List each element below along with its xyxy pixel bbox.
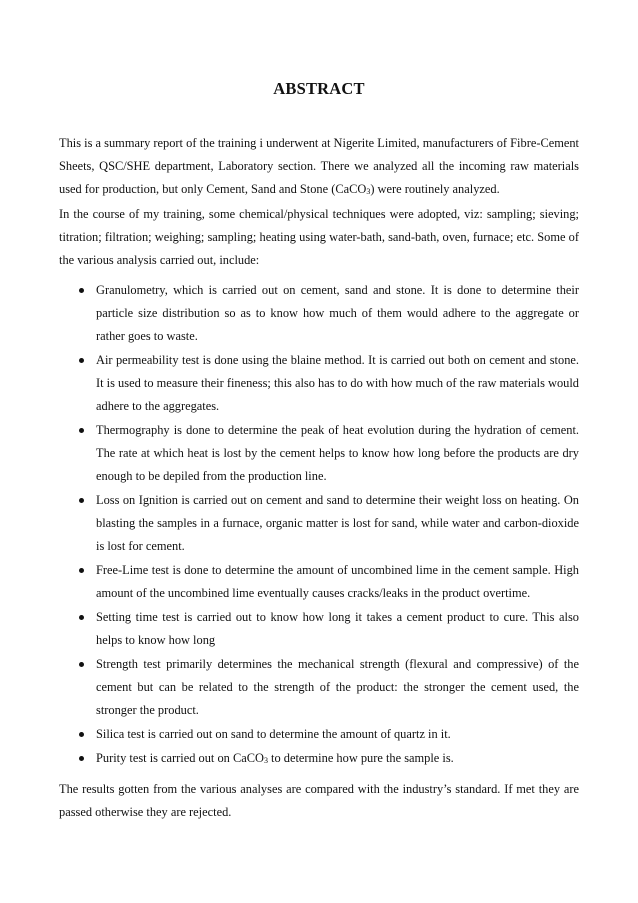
list-item-text: Loss on Ignition is carried out on cement and sand to determine their weight loss on heating. On blasting the samples in a furnace, organic matter is lost for sand, while water and carbon-dioxide is lost for cement.	[96, 493, 579, 553]
list-item-thermography	[59, 419, 579, 488]
purity-text-before-subscript: Purity test is carried out on CaCO	[96, 751, 264, 765]
techniques-paragraph: In the course of my training, some chemical/physical techniques were adopted, viz: sampling; sieving; titration; filtration; weighing; sampling; heating using water-bath, sand-bath, oven, furnace; etc. Some of the various analysis carried out, include:	[59, 207, 579, 267]
list-item-purity	[59, 747, 579, 772]
list-item-text: Air permeability test is done using the blaine method. It is carried out both on cement and stone. It is used to measure their fineness; this also has to do with how much of the raw materials would adhere to the aggregates.	[96, 353, 579, 413]
list-item-text: Silica test is carried out on sand to determine the amount of quartz in it.	[96, 727, 451, 741]
intro-text-after-subscript: ) were routinely analyzed.	[370, 182, 500, 196]
conclusion-paragraph: The results gotten from the various analyses are compared with the industry’s standard. If met they are passed otherwise they are rejected.	[59, 782, 579, 819]
list-item-air-permeability	[59, 349, 579, 418]
list-item-text: Thermography is done to determine the peak of heat evolution during the hydration of cement. The rate at which heat is lost by the cement helps to know how long before the products are dry enough to be depiled from the production line.	[96, 423, 579, 483]
bullet-icon	[79, 756, 84, 761]
bullet-icon	[79, 498, 84, 503]
list-item-free-lime	[59, 559, 579, 605]
list-item-text: Free-Lime test is done to determine the amount of uncombined lime in the cement sample. High amount of the uncombined lime eventually causes cracks/leaks in the product overtime.	[96, 563, 579, 600]
list-item-text	[96, 747, 579, 772]
bullet-icon	[79, 288, 84, 293]
bullet-icon	[79, 615, 84, 620]
analysis-list	[59, 279, 579, 772]
intro-subscript: 3	[366, 187, 371, 196]
list-item-text: Setting time test is carried out to know how long it takes a cement product to cure. This also helps to know how long	[96, 610, 579, 647]
intro-text-before-subscript: This is a summary report of the training i underwent at Nigerite Limited, manufacturers of Fibre-Cement Sheets, QSC/SHE department, Laboratory section. There we analyzed all the incoming raw materials used for production, but only Cement, Sand and Stone (CaCO	[59, 136, 579, 196]
purity-subscript: 3	[263, 756, 268, 765]
bullet-icon	[79, 358, 84, 363]
intro-paragraph	[59, 132, 579, 203]
list-item-text: Strength test primarily determines the mechanical strength (flexural and compressive) of the cement but can be related to the strength of the product: the stronger the cement used, the stronger the product.	[96, 657, 579, 717]
purity-text-after-subscript: to determine how pure the sample is.	[267, 751, 454, 765]
bullet-icon	[79, 662, 84, 667]
list-item-strength	[59, 653, 579, 722]
list-item-granulometry	[59, 279, 579, 348]
bullet-icon	[79, 568, 84, 573]
list-item-setting-time	[59, 606, 579, 652]
list-item-silica	[59, 723, 579, 746]
page-title: ABSTRACT	[273, 79, 365, 98]
bullet-icon	[79, 732, 84, 737]
bullet-icon	[79, 428, 84, 433]
list-item-text: Granulometry, which is carried out on cement, sand and stone. It is done to determine their particle size distribution so as to know how much of them would adhere to the aggregate or rather goes to waste.	[96, 283, 579, 343]
list-item-loss-on-ignition	[59, 489, 579, 558]
